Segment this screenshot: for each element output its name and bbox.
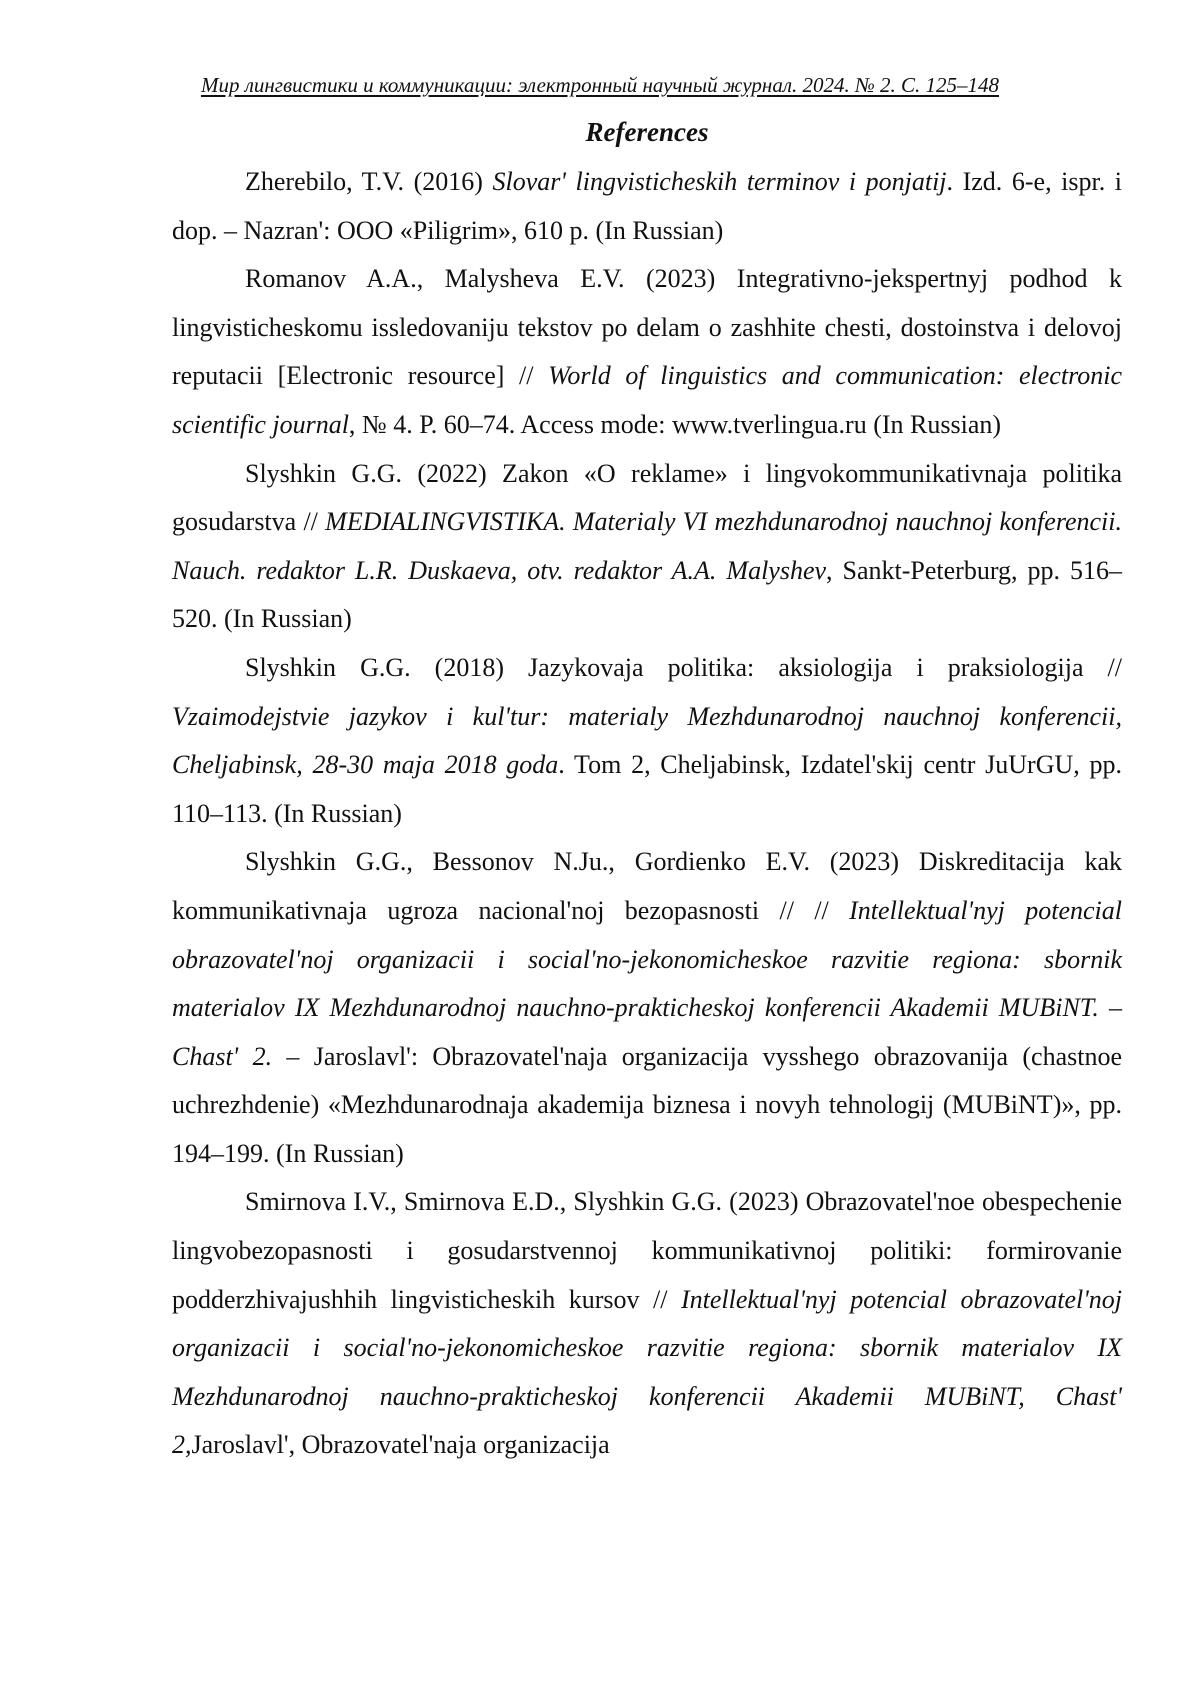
reference-entry — [172, 450, 1122, 644]
reference-title: Slovar' lingvisticheskih terminov i ponjatij — [493, 167, 947, 196]
reference-title: World of linguistics and communication: electronic scientific journal — [172, 361, 1122, 439]
reference-text: Slyshkin G.G., Bessonov N.Ju., Gordienko E.V. (2023) Diskreditacija kak kommunikativnaja ugroza nacional'noj bezopasnosti // // — [172, 847, 1122, 925]
reference-text: , Sankt-Peterburg, pp. 516–520. (In Russian) — [172, 556, 1122, 634]
reference-entry — [172, 644, 1122, 838]
reference-entry — [172, 158, 1122, 255]
reference-title: MEDIALINGVISTIKA. Materialy VI mezhdunarodnoj nauchnoj konferencii. Nauch. redaktor L.R. Duskaeva, otv. redaktor A.A. Malyshev — [172, 507, 1122, 585]
reference-entry — [172, 838, 1122, 1178]
reference-text: Slyshkin G.G. (2022) Zakon «O reklame» i lingvokommunikativnaja politika gosudarstva // — [172, 459, 1122, 537]
reference-entry — [172, 255, 1122, 449]
reference-text: Romanov A.A., Malysheva E.V. (2023) Integrativno-jekspertnyj podhod k lingvisticheskomu issledovaniju tekstov po delam o zashhite chesti, dostoinstva i delovoj reputacii [Electronic resource] // — [172, 264, 1122, 390]
reference-text: , № 4. P. 60–74. Access mode: www.tverlingua.ru (In Russian) — [349, 410, 1001, 439]
reference-text: Smirnova I.V., Smirnova E.D., Slyshkin G.G. (2023) Obrazovatel'noe obespechenie lingvobezopasnosti i gosudarstvennoj kommunikativnoj politiki: formirovanie podderzhivajushhih lingvisticheskih kursov // — [172, 1187, 1122, 1313]
reference-text: Zherebilo, T.V. (2016) — [245, 167, 493, 196]
running-head: Мир лингвистики и коммуникации: электронный научный журнал. 2024. № 2. С. 125–148 — [150, 72, 1050, 98]
reference-title: Vzaimodejstvie jazykov i kul'tur: materialy Mezhdunarodnoj nauchnoj konferencii, Cheljabinsk, 28-30 maja 2018 goda — [172, 702, 1122, 780]
reference-text: Jaroslavl', Obrazovatel'naja organizacija — [192, 1430, 610, 1459]
reference-text: . Izd. 6-e, ispr. i dop. – Nazran': OOO «Piligrim», 610 p. (In Russian) — [172, 167, 1122, 245]
reference-text: Slyshkin G.G. (2018) Jazykovaja politika: aksiologija i praksiologija // — [245, 653, 1122, 682]
reference-title: Intellektual'nyj potencial obrazovatel'noj organizacii i social'no-jekonomicheskoe razvitie regiona: sbornik materialov IX Mezhdunarodnoj nauchno-prakticheskoj konferencii Akademii MUBiNT. – Chast' 2. — [172, 896, 1122, 1071]
reference-text: . Tom 2, Cheljabinsk, Izdatel'skij centr JuUrGU, pp. 110–113. (In Russian) — [172, 750, 1122, 828]
references-section — [172, 112, 1122, 1470]
reference-text: – Jaroslavl': Obrazovatel'naja organizacija vysshego obrazovanija (chastnoe uchrezhdenie) «Mezhdunarodnaja akademija biznesa i novyh tehnologij (MUBiNT)», pp. 194–199. (In Russian) — [172, 1042, 1122, 1168]
section-title: References — [172, 112, 1122, 152]
document-page — [0, 0, 1200, 1697]
reference-title: Intellektual'nyj potencial obrazovatel'noj organizacii i social'no-jekonomicheskoe razvitie regiona: sbornik materialov IX Mezhdunarodnoj nauchno-prakticheskoj konferencii Akademii MUBiNT, Chast' 2, — [172, 1285, 1122, 1460]
reference-entry — [172, 1178, 1122, 1470]
